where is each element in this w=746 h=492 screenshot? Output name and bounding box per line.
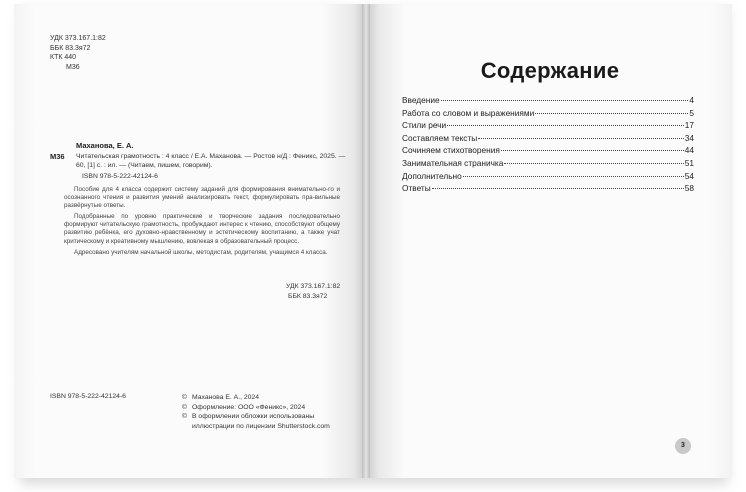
copyright-license: иллюстрации по лицензии Shutterstock.com — [192, 422, 330, 430]
page-title: Содержание — [480, 58, 620, 83]
toc-item[interactable] — [402, 108, 694, 121]
toc-item-page: 17 — [684, 120, 694, 131]
toc-leader — [447, 125, 684, 126]
toc-item[interactable] — [402, 171, 694, 184]
ktk-code: КТК 440 — [50, 54, 77, 61]
toc-item-page: 4 — [689, 95, 694, 105]
toc-item-title: Стили речи — [402, 120, 447, 131]
table-of-contents — [402, 95, 694, 196]
annotation-paragraph: Пособие для 4 класса содержит систему заданий для формирования внимательно-го и осознанного чтения и развития умений анализировать текст, формулировать пра-вильные развёрнутые ответы. — [64, 186, 340, 210]
annotation-paragraph: Адресовано учителям начальной школы, методистам, родителям, учащимся 4 класса. — [74, 248, 328, 256]
toc-item-title: Введение — [402, 95, 440, 105]
annotation-paragraph: Подобранные по уровню практические и творческие задания последовательно формируют читательскую грамотность, пробуждают интерес к чтению, способствуют общему развитию ребёнка, его духовно-нравственному и эстетическому воспитанию, а также учат критическому и креативному мышлению, вовлекая в образовательный процесс. — [64, 213, 340, 245]
isbn: ISBN 978-5-222-42124-6 — [82, 173, 158, 180]
copyright-symbol: © — [182, 403, 188, 411]
bibliographic-record: Читательская грамотность : 4 класс / Е.А. Маханова. — Ростов н/Д : Феникс, 2025. — 60, [1] с. : ил. — (Читаем, пишем, говорим). — [76, 153, 346, 169]
classification-codes — [50, 34, 106, 72]
cutter-mark: М36 — [50, 152, 65, 161]
toc-item-page: 58 — [684, 183, 694, 194]
toc-item-title: Составляем тексты — [402, 132, 478, 143]
toc-item-page: 54 — [684, 170, 694, 181]
toc-item-title: Работа со словом и выражениями — [402, 107, 535, 118]
copyright-author: Маханова Е. А., 2024 — [192, 394, 259, 401]
toc-item-page: 51 — [684, 157, 694, 168]
annotation — [64, 186, 340, 260]
toc-item-title: Занимательная страничка — [402, 157, 504, 168]
toc-item[interactable] — [402, 133, 694, 146]
toc-item[interactable] — [402, 120, 694, 133]
toc-leader — [432, 188, 684, 189]
toc-item[interactable] — [402, 158, 694, 171]
udk-code-bottom: УДК 373.167.1:82 — [286, 283, 341, 290]
toc-item-title: Сочиняем стихотворения — [402, 145, 500, 156]
toc-item[interactable] — [402, 145, 694, 158]
toc-leader — [501, 150, 684, 151]
toc-item-title: Дополнительно — [402, 170, 462, 181]
bbk-code: ББК 83.3я72 — [50, 44, 91, 52]
toc-item-page: 5 — [689, 107, 694, 118]
page-number-badge: 3 — [675, 438, 691, 454]
toc-leader — [463, 176, 684, 177]
toc-item-page: 44 — [684, 145, 694, 156]
copyright-block — [182, 393, 330, 431]
toc-item-page: 34 — [684, 132, 694, 143]
toc-leader — [478, 138, 684, 139]
toc-leader — [535, 113, 688, 114]
toc-item-title: Ответы — [402, 183, 431, 194]
toc-item[interactable] — [402, 183, 694, 196]
classification-codes-bottom — [286, 282, 340, 302]
toc-item[interactable] — [402, 95, 694, 108]
copyright-symbol: © — [182, 394, 188, 401]
copyright-cover-note: В оформлении обложки использованы — [192, 413, 315, 420]
copyright-symbol: © — [182, 413, 188, 420]
cutter-code: М36 — [66, 63, 80, 71]
copyright-design: Оформление: ООО «Феникс», 2024 — [192, 403, 306, 411]
toc-leader — [504, 163, 683, 164]
toc-leader — [441, 100, 689, 101]
author-name: Маханова, Е. А. — [76, 141, 134, 150]
isbn-bottom: ISBN 978-5-222-42124-6 — [50, 393, 126, 400]
bbk-code-bottom: ББК 83.3я72 — [288, 293, 328, 300]
udk-code: УДК 373.167.1:82 — [50, 35, 106, 42]
